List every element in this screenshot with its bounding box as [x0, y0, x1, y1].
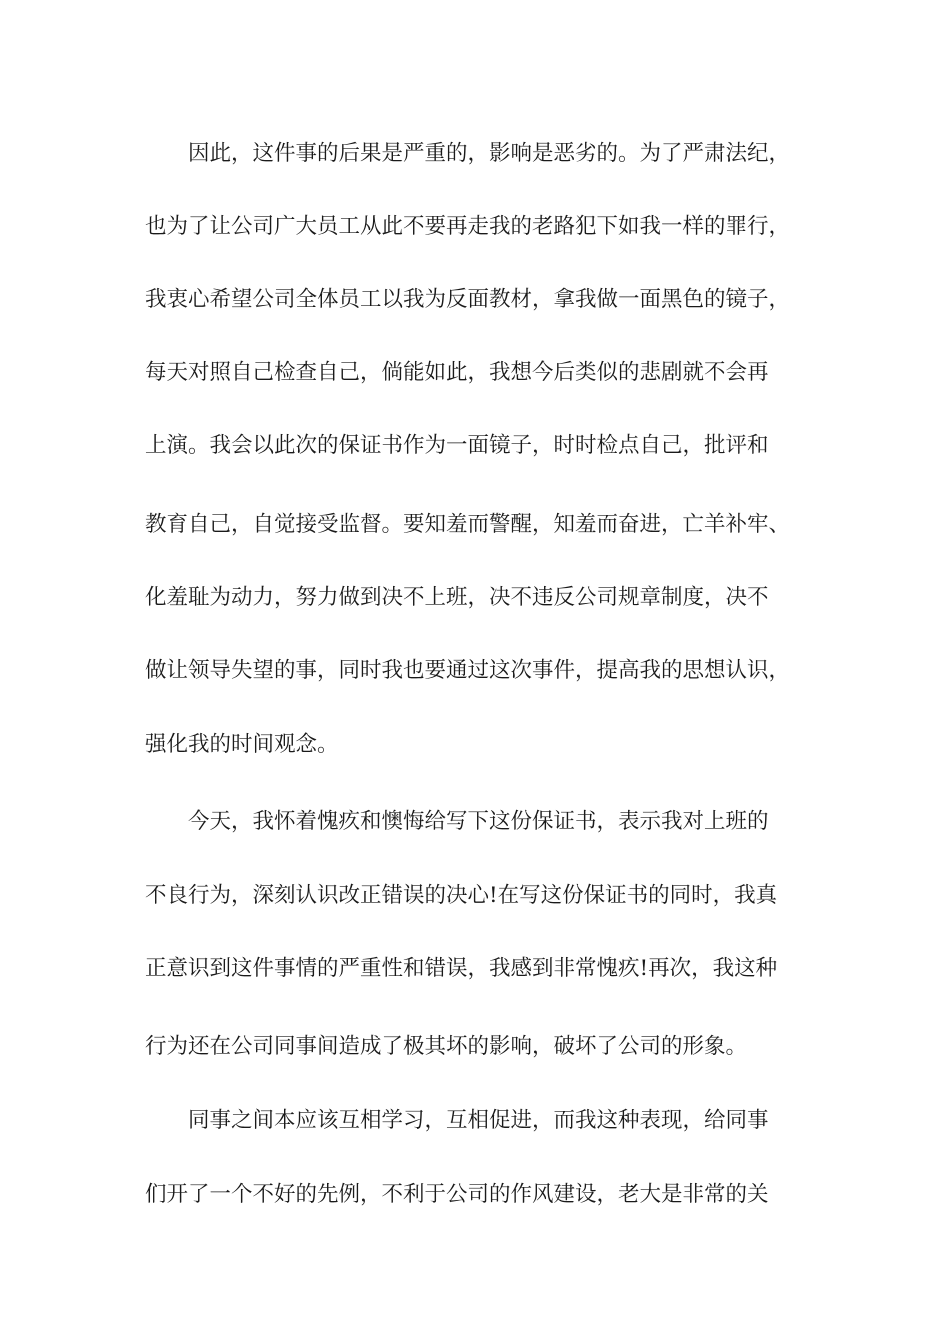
- text-line: 教育自己，自觉接受监督。要知羞而警醒，知羞而奋进，亡羊补牢、: [145, 512, 791, 537]
- text-line: 今天，我怀着愧疚和懊悔给写下这份保证书，表示我对上班的: [145, 809, 769, 834]
- text-line: 做让领导失望的事，同时我也要通过这次事件，提高我的思想认识，: [145, 658, 791, 683]
- text-line: 同事之间本应该互相学习，互相促进，而我这种表现，给同事: [145, 1108, 769, 1133]
- text-line: 行为还在公司同事间造成了极其坏的影响，破坏了公司的形象。: [145, 1034, 748, 1059]
- text-line: 也为了让公司广大员工从此不要再走我的老路犯下如我一样的罪行，: [145, 214, 791, 239]
- text-line: 因此，这件事的后果是严重的，影响是恶劣的。为了严肃法纪，: [145, 141, 791, 166]
- text-line: 每天对照自己检查自己，倘能如此，我想今后类似的悲剧就不会再: [145, 360, 769, 385]
- text-line: 化羞耻为动力，努力做到决不上班，决不违反公司规章制度，决不: [145, 585, 769, 610]
- text-line: 我衷心希望公司全体员工以我为反面教材，拿我做一面黑色的镜子，: [145, 287, 791, 312]
- text-line: 上演。我会以此次的保证书作为一面镜子，时时检点自己，批评和: [145, 433, 769, 458]
- text-line: 强化我的时间观念。: [145, 732, 339, 757]
- text-line: 们开了一个不好的先例，不利于公司的作风建设，老大是非常的关: [145, 1182, 769, 1207]
- text-line: 不良行为，深刻认识改正错误的决心!在写这份保证书的同时，我真: [145, 883, 778, 908]
- text-line: 正意识到这件事情的严重性和错误，我感到非常愧疚!再次，我这种: [145, 956, 778, 981]
